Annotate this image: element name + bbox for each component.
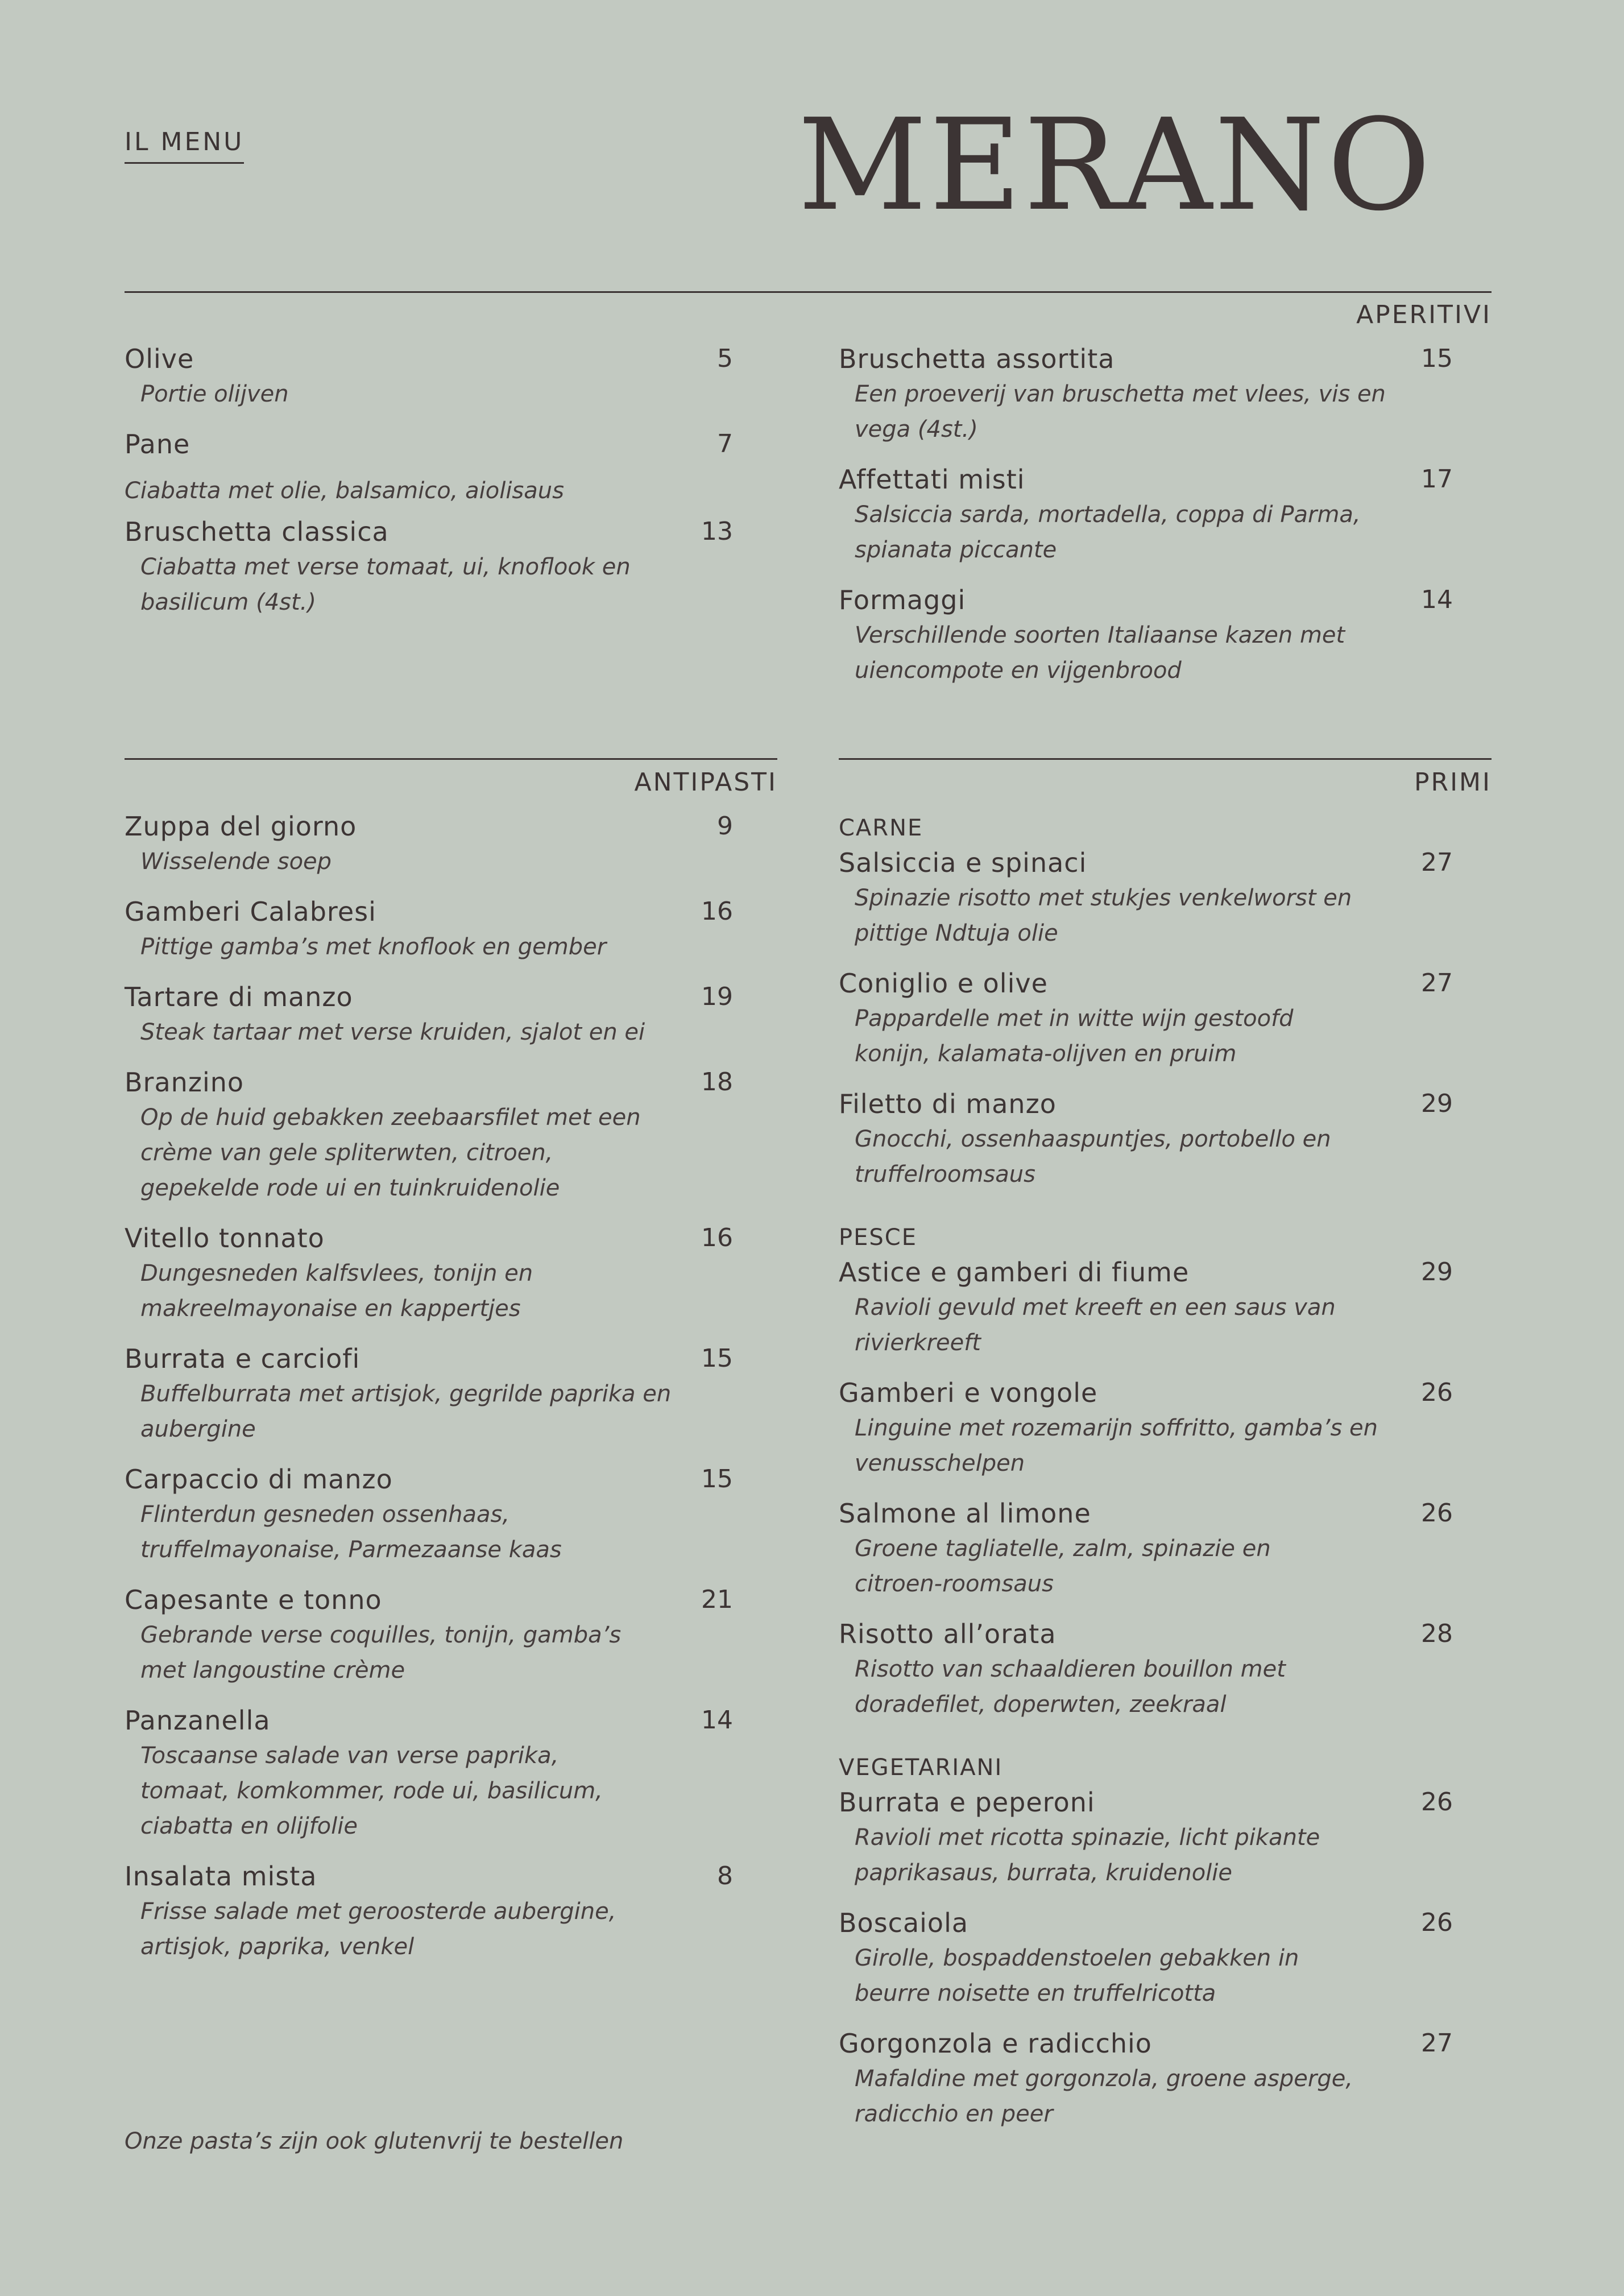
subsection-label-vegetariani: VEGETARIANI (839, 1755, 1003, 1781)
item-price: 27 (1421, 848, 1453, 877)
item-name: Burrata e carciofi (125, 1343, 361, 1374)
item-price: 14 (1421, 585, 1453, 614)
menu-item (125, 1341, 733, 1447)
item-price: 26 (1421, 1378, 1453, 1407)
item-description: Pittige gamba’s met knoflook en gember (140, 934, 607, 960)
item-price: 8 (717, 1861, 733, 1890)
menu-item (839, 1785, 1453, 1890)
aperitivi-left-column (125, 341, 733, 620)
menu-item (839, 1375, 1453, 1481)
item-description: Risotto van schaaldieren bouillon met doradefilet, doperwten, zeekraal (855, 1656, 1286, 1718)
menu-item (839, 1616, 1453, 1722)
menu-item (839, 1086, 1453, 1192)
item-price: 17 (1421, 465, 1453, 494)
item-description: Gnocchi, ossenhaaspuntjes, portobello en truffelroomsaus (855, 1126, 1331, 1188)
item-price: 27 (1421, 2029, 1453, 2058)
item-price: 16 (701, 897, 733, 926)
item-price: 15 (701, 1465, 733, 1494)
item-description: Mafaldine met gorgonzola, groene asperge, radicchio en peer (855, 2066, 1353, 2127)
item-price: 14 (701, 1706, 733, 1735)
subsection-label-pesce: PESCE (839, 1224, 917, 1251)
aperitivi-right-column (839, 341, 1453, 688)
menu-item (839, 341, 1453, 447)
item-name: Zuppa del giorno (125, 811, 357, 842)
menu-item (125, 1462, 733, 1567)
gluten-free-note: Onze pasta’s zijn ook glutenvrij te bestellen (125, 2128, 624, 2154)
primi-divider (839, 758, 1492, 760)
item-name: Astice e gamberi di fiume (839, 1257, 1190, 1288)
aperitivi-divider (125, 291, 1492, 293)
item-name: Salsiccia e spinaci (839, 847, 1087, 878)
brand-logo: MERANO (797, 92, 1433, 239)
item-price: 26 (1421, 1908, 1453, 1937)
item-description: Steak tartaar met verse kruiden, sjalot en ei (140, 1019, 645, 1045)
menu-item (839, 582, 1453, 688)
item-name: Affettati misti (839, 464, 1025, 495)
item-description: Toscaanse salade van verse paprika, tomaat, komkommer, rode ui, basilicum, ciabatta en olijfolie (140, 1743, 603, 1839)
menu-item (125, 1859, 733, 1964)
item-description: Verschillende soorten Italiaanse kazen met uiencompote en vijgenbrood (855, 622, 1345, 684)
item-name: Insalata mista (125, 1861, 317, 1892)
item-name: Tartare di manzo (125, 982, 353, 1012)
menu-item (125, 979, 733, 1050)
item-description: Groene tagliatelle, zalm, spinazie en citroen-roomsaus (855, 1536, 1271, 1597)
item-name: Gamberi e vongole (839, 1377, 1098, 1408)
item-name: Burrata e peperoni (839, 1787, 1095, 1818)
menu-item (125, 1703, 733, 1844)
primi-column (839, 811, 1453, 2132)
item-name: Coniglio e olive (839, 968, 1048, 999)
item-description: Pappardelle met in witte wijn gestoofd konijn, kalamata-olijven en pruim (855, 1006, 1294, 1067)
menu-item (839, 1255, 1453, 1360)
item-name: Capesante e tonno (125, 1585, 382, 1615)
item-price: 21 (701, 1585, 733, 1614)
item-price: 29 (1421, 1257, 1453, 1286)
item-name: Bruschetta classica (125, 516, 389, 547)
menu-item (839, 2026, 1453, 2132)
item-name: Panzanella (125, 1705, 271, 1736)
menu-label: IL MENU (125, 127, 244, 164)
item-price: 13 (701, 517, 733, 546)
menu-item (839, 1905, 1453, 2011)
item-name: Branzino (125, 1067, 245, 1098)
menu-item (125, 514, 733, 620)
item-description: Salsiccia sarda, mortadella, coppa di Parma, spianata piccante (855, 502, 1361, 563)
menu-item (125, 1065, 733, 1206)
item-description: Ravioli met ricotta spinazie, licht pikante paprikasaus, burrata, kruidenolie (855, 1825, 1320, 1886)
item-price: 15 (701, 1344, 733, 1373)
item-name: Pane (125, 429, 190, 460)
section-title-primi: PRIMI (1414, 768, 1492, 797)
menu-item (125, 809, 733, 879)
item-price: 28 (1421, 1619, 1453, 1648)
item-description: Wisselende soep (140, 849, 332, 875)
section-title-antipasti: ANTIPASTI (634, 768, 777, 797)
item-name: Vitello tonnato (125, 1223, 325, 1254)
item-name: Salmone al limone (839, 1498, 1091, 1529)
item-description: Ravioli gevuld met kreeft en een saus van rivierkreeft (855, 1294, 1336, 1356)
item-price: 29 (1421, 1089, 1453, 1118)
item-price: 9 (717, 812, 733, 841)
item-name: Risotto all’orata (839, 1619, 1057, 1649)
menu-item (125, 1221, 733, 1326)
item-name: Boscaiola (839, 1908, 969, 1938)
item-description: Flinterdun gesneden ossenhaas, truffelmayonaise, Parmezaanse kaas (140, 1501, 562, 1563)
item-name: Gamberi Calabresi (125, 896, 376, 927)
item-name: Filetto di manzo (839, 1089, 1057, 1119)
item-name: Bruschetta assortita (839, 344, 1115, 374)
menu-item (839, 462, 1453, 568)
item-description: Portie olijven (140, 381, 289, 407)
item-price: 19 (701, 982, 733, 1011)
menu-item (839, 845, 1453, 951)
antipasti-divider (125, 758, 777, 760)
menu-item (125, 341, 733, 412)
item-name: Carpaccio di manzo (125, 1464, 393, 1495)
item-name: Formaggi (839, 585, 966, 615)
subsection-label-carne: CARNE (839, 815, 923, 841)
item-price: 7 (717, 429, 733, 458)
item-description: Ciabatta met verse tomaat, ui, knoflook en basilicum (4st.) (140, 554, 631, 615)
item-price: 18 (701, 1068, 733, 1097)
item-description: Dungesneden kalfsvlees, tonijn en makreelmayonaise en kappertjes (140, 1260, 533, 1322)
item-price: 15 (1421, 344, 1453, 373)
item-description: Op de huid gebakken zeebaarsfilet met een crème van gele spliterwten, citroen, gepekelde rode ui en tuinkruidenolie (140, 1104, 641, 1201)
section-title-aperitivi: APERITIVI (1356, 300, 1492, 329)
item-description: Een proeverij van bruschetta met vlees, vis en vega (4st.) (855, 381, 1386, 442)
antipasti-column (125, 809, 733, 1964)
item-name: Gorgonzola e radicchio (839, 2028, 1152, 2059)
item-description: Frisse salade met geroosterde aubergine, artisjok, paprika, venkel (140, 1898, 616, 1960)
menu-item (125, 894, 733, 965)
item-description: Ciabatta met olie, balsamico, aiolisaus (125, 478, 564, 504)
item-price: 26 (1421, 1499, 1453, 1528)
item-description: Gebrande verse coquilles, tonijn, gamba’s met langoustine crème (140, 1622, 622, 1683)
item-name: Olive (125, 344, 194, 374)
menu-item (125, 1582, 733, 1688)
item-description: Girolle, bospaddenstoelen gebakken in beurre noisette en truffelricotta (855, 1945, 1299, 2007)
item-price: 26 (1421, 1788, 1453, 1817)
item-description: Buffelburrata met artisjok, gegrilde paprika en aubergine (140, 1381, 672, 1442)
item-price: 27 (1421, 969, 1453, 998)
item-description: Spinazie risotto met stukjes venkelworst en pittige Ndtuja olie (855, 885, 1352, 946)
item-price: 16 (701, 1223, 733, 1252)
menu-item (839, 966, 1453, 1072)
item-price: 5 (717, 344, 733, 373)
menu-item (125, 427, 733, 508)
menu-item (839, 1496, 1453, 1602)
item-description: Linguine met rozemarijn soffritto, gamba’s en venusschelpen (855, 1415, 1378, 1476)
